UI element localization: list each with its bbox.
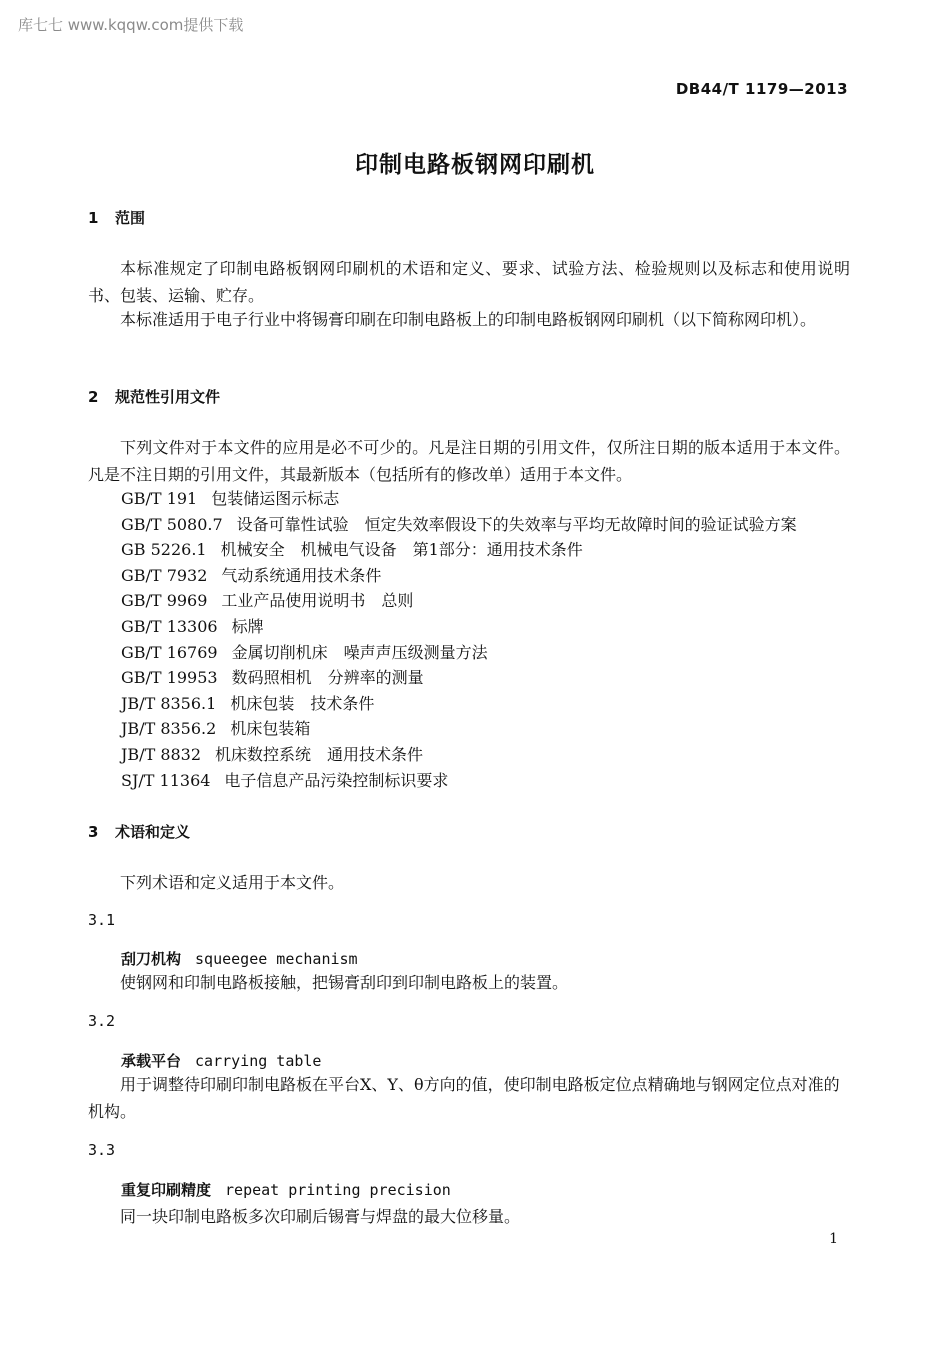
term-english: repeat printing precision [225,1181,451,1199]
reference-title: 机床包装 技术条件 [230,693,375,713]
reference-code: JB/T 8356.2 [121,719,217,739]
reference-code: SJ/T 11364 [121,770,211,790]
reference-code: GB/T 7932 [121,565,208,585]
section-title: 规范性引用文件 [115,388,221,406]
reference-code: GB/T 5080.7 [121,514,223,534]
reference-item [121,486,797,512]
reference-title: 金属切削机床 噪声声压级测量方法 [231,642,488,662]
scope-paragraph-1: 本标准规定了印制电路板钢网印刷机的术语和定义、要求、试验方法、检验规则以及标志和使用说明书、包装、运输、贮存。 [88,259,850,305]
term-chinese: 重复印刷精度 [121,1181,212,1199]
section-number: 3 [88,823,99,841]
page-title: 印制电路板钢网印刷机 [355,152,595,178]
term-number: 3.3 [88,1141,116,1159]
references-intro: 下列文件对于本文件的应用是必不可少的。凡是注日期的引用文件，仅所注日期的版本适用于本文件。凡是不注日期的引用文件，其最新版本（包括所有的修改单）适用于本文件。 [88,438,850,484]
reference-title: 机床数控系统 通用技术条件 [215,744,424,764]
term-definition: 用于调整待印刷印制电路板在平台X、Y、θ方向的值，使印制电路板定位点精确地与钢网定位点对准的机构。 [88,1075,840,1121]
reference-item [121,588,797,614]
term-heading [121,1050,321,1071]
reference-code: GB/T 13306 [121,616,218,636]
term-chinese: 刮刀机构 [121,950,182,968]
section-number: 2 [88,388,99,406]
term-number: 3.2 [88,1012,116,1030]
reference-item [121,691,797,717]
reference-title: 数码照相机 分辨率的测量 [231,668,424,688]
term-heading [121,1179,451,1200]
term-definition: 同一块印制电路板多次印刷后锡膏与焊盘的最大位移量。 [120,1207,521,1226]
reference-code: GB/T 19953 [121,668,218,688]
section-heading-references [88,386,220,407]
reference-title: 标牌 [231,616,264,636]
section-heading-scope [88,207,145,228]
section-title: 范围 [115,209,146,227]
reference-title: 设备可靠性试验 恒定失效率假设下的失效率与平均无故障时间的验证试验方案 [236,514,797,534]
section-heading-terms [88,821,190,842]
term-chinese: 承载平台 [121,1052,182,1070]
term-heading [121,948,358,969]
term-english: carrying table [195,1052,322,1070]
term-definition: 使钢网和印制电路板接触，把锡膏刮印到印制电路板上的装置。 [120,973,569,992]
reference-item [121,512,797,538]
reference-list [121,486,797,793]
reference-code: JB/T 8832 [121,744,202,764]
reference-code: GB/T 16769 [121,642,218,662]
reference-title: 机床包装箱 [230,719,311,739]
standard-code: DB44/T 1179—2013 [675,80,848,98]
reference-title: 机械安全 机械电气设备 第1部分：通用技术条件 [220,540,583,560]
reference-item [121,563,797,589]
section-title: 术语和定义 [115,823,191,841]
reference-item [121,640,797,666]
terms-intro: 下列术语和定义适用于本文件。 [120,873,345,892]
reference-code: GB/T 191 [121,489,198,508]
reference-code: GB 5226.1 [121,540,207,560]
term-english: squeegee mechanism [195,950,358,968]
reference-item [121,537,797,563]
reference-code: JB/T 8356.1 [121,693,217,713]
page-number: 1 [829,1231,838,1247]
reference-item [121,742,797,768]
reference-title: 工业产品使用说明书 总则 [221,591,414,611]
term-number: 3.1 [88,911,116,929]
reference-item [121,665,797,691]
scope-paragraph-2: 本标准适用于电子行业中将锡膏印刷在印制电路板上的印制电路板钢网印刷机（以下简称网印机）。 [120,310,817,329]
reference-title: 包装储运图示标志 [211,489,340,508]
reference-item [121,768,797,794]
watermark: 库七七 www.kqqw.com提供下载 [18,16,244,34]
section-number: 1 [88,209,99,227]
reference-title: 电子信息产品污染控制标识要求 [224,770,449,790]
reference-item [121,716,797,742]
reference-code: GB/T 9969 [121,591,208,611]
reference-item [121,614,797,640]
reference-title: 气动系统通用技术条件 [221,565,382,585]
